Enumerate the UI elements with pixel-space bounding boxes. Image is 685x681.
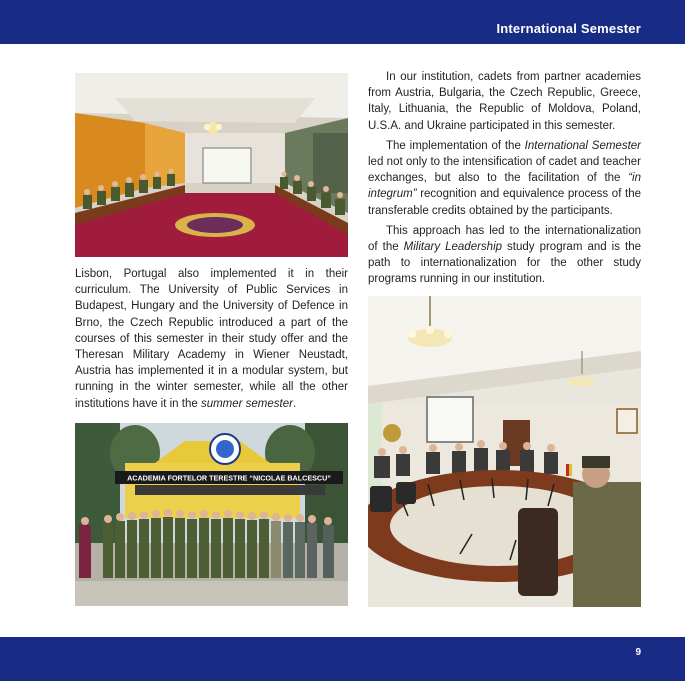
right-paragraph-2-part2: led not only to the intensification of cadet and teacher exchanges, but also to the facilitation of the bbox=[368, 156, 641, 185]
page-number: 9 bbox=[635, 647, 641, 658]
conference-hall-image bbox=[75, 73, 348, 257]
right-column-text bbox=[368, 69, 641, 292]
photo-group-academy bbox=[75, 423, 348, 606]
left-paragraph-end: . bbox=[292, 397, 297, 410]
right-paragraph-2-italic1: International Semester bbox=[524, 139, 641, 152]
left-paragraph-italic: summer semester bbox=[200, 397, 293, 410]
right-paragraph-3-part1: This approach has led to the internationalization of the bbox=[368, 224, 641, 254]
footer-bar bbox=[0, 637, 685, 681]
group-academy-image bbox=[75, 423, 348, 606]
left-paragraph-text: Lisbon, Portugal also implemented it in their curriculum. The University of Public Services in Budapest, Hungary and the University of Defence in Brno, the Czech Republic introduced a part of the courses of this semester in their study offer and the Theresan Military Academy in Wiener Neustadt, Austria has implemented it in a modular system, but running in the winter semester, while all the other institutions have it in the bbox=[75, 268, 348, 410]
right-paragraph-2 bbox=[368, 138, 641, 219]
academy-sign-text: ACADEMIA FORTELOR TERESTRE “NICOLAE BALCESCU” bbox=[127, 473, 331, 483]
right-paragraph-1: In our institution, cadets from partner academies from Austria, Bulgaria, the Czech Republic, Greece, Italy, Lithuania, the Republic of Moldova, Poland, U.S.A. and Ukraine participated in this semester. bbox=[368, 71, 641, 132]
left-paragraph bbox=[75, 266, 348, 412]
header-bar bbox=[0, 0, 685, 44]
meeting-room-image bbox=[368, 296, 641, 607]
header-title: International Semester bbox=[496, 21, 641, 36]
right-paragraph-2-italic2: “in integrum” bbox=[368, 172, 641, 201]
left-column-text bbox=[75, 266, 348, 412]
right-paragraph-3-part2: study program and is the path to internationalization for the other study programs running in our institution. bbox=[368, 241, 641, 286]
right-paragraph-2-part1: The implementation of the bbox=[386, 139, 525, 152]
photo-conference-hall bbox=[75, 73, 348, 257]
right-paragraph-3 bbox=[368, 223, 641, 288]
photo-meeting-room bbox=[368, 296, 641, 607]
right-paragraph-3-italic: Military Leadership bbox=[403, 241, 503, 254]
right-paragraph-2-part3: recognition and equivalence process of the transferable credits obtained by the participants. bbox=[368, 188, 641, 217]
